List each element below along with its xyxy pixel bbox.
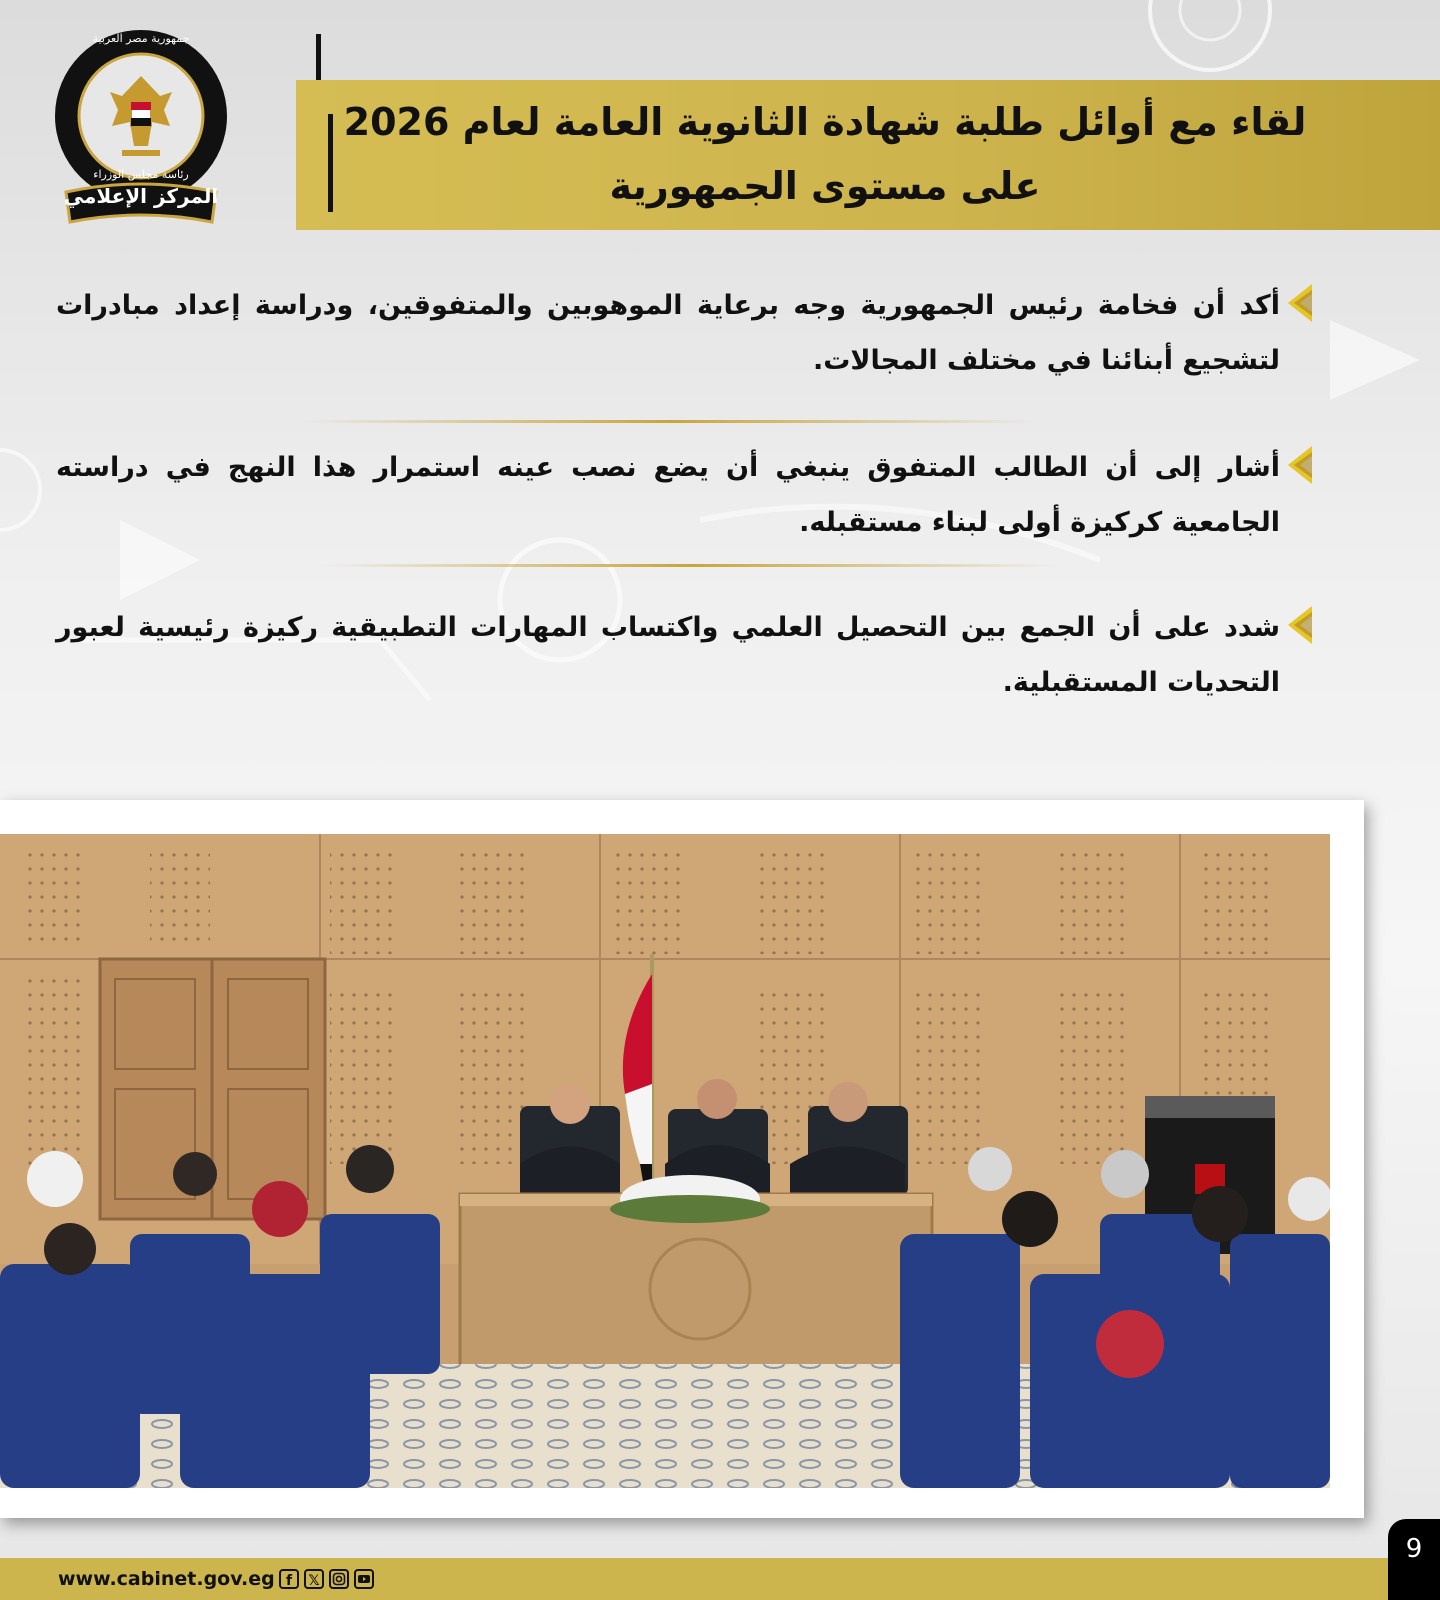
website-link[interactable]: www.cabinet.gov.eg [58,1568,275,1590]
bullet-point-2: أشار إلى أن الطالب المتفوق ينبغي أن يضع نصب عينه استمرار هذا النهج في دراسته الجامعية كركيزة أولى لبناء مستقبله. [56,452,1280,538]
bullet-point-1: أكد أن فخامة رئيس الجمهورية وجه برعاية الموهوبين والمتفوقين، ودراسة إعداد مبادرات لتشجيع أبنائنا في مختلف المجالات. [56,290,1280,376]
chevron-left-icon [1282,282,1314,324]
facebook-icon[interactable]: f [279,1569,299,1589]
chevron-left-icon [1282,604,1314,646]
instagram-icon[interactable] [329,1569,349,1589]
page-number: 9 [1405,1534,1423,1564]
divider [300,420,1040,423]
logo-ring-text-bottom: رئاسة مجلس الوزراء [93,168,189,181]
title-line-2: على مستوى الجمهورية [609,164,1041,208]
chevron-left-icon [1282,444,1314,486]
media-center-logo [52,26,230,236]
bullet-point-3: شدد على أن الجمع بين التحصيل العلمي واكتساب المهارات التطبيقية ركيزة رئيسية لعبور التحديات المستقبلية. [56,612,1280,698]
x-icon[interactable]: 𝕏 [304,1569,324,1589]
page-title [330,90,1320,218]
logo-banner-text: المركز الإعلامي [63,184,219,208]
youtube-icon[interactable] [354,1569,374,1589]
meeting-photo [0,834,1330,1488]
logo-ring-text-top: جمهورية مصر العربية [92,32,190,45]
title-line-1: لقاء مع أوائل طلبة شهادة الثانوية العامة لعام 2026 [343,100,1307,144]
divider [320,564,1060,567]
